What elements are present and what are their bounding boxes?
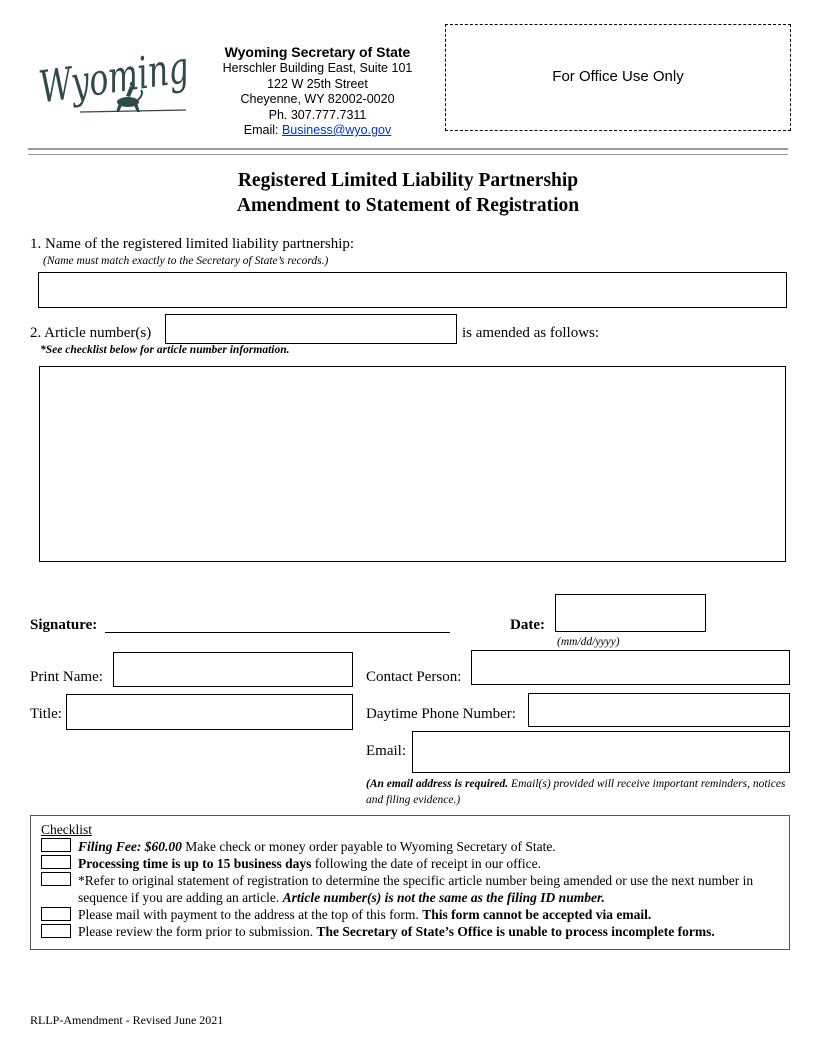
email-line [205,123,430,139]
checklist-item-article-number: *Refer to original statement of registration to determine the specific article number being amended or use the next number in sequence if you are adding an article. Article number(s) is not the same as the filing ID number. [78,873,754,905]
amendment-text-area[interactable] [39,366,786,562]
print-name-input[interactable] [113,652,353,687]
partnership-name-label: 1. Name of the registered limited liability partnership: [30,236,355,252]
signature-label: Signature: [30,617,98,633]
date-input[interactable] [555,594,706,632]
checklist-checkbox-filing-fee[interactable] [41,838,71,852]
address-line-1: Herschler Building East, Suite 101 [222,61,413,75]
contact-email-input[interactable] [412,731,790,773]
title-input[interactable] [66,694,353,730]
checklist-checkbox-mail[interactable] [41,907,71,921]
print-name-label: Print Name: [30,669,103,685]
agency-contact-block [205,44,430,139]
email-required-text: (An email address is required. [366,778,509,790]
email-label: Email: [243,123,282,137]
incomplete-forms-warning: The Secretary of State’s Office is unable to process incomplete forms. [316,924,715,939]
contact-email-label: Email: [366,743,406,759]
email-link[interactable]: Business@wyo.gov [281,123,392,137]
header-rule-bottom [28,154,788,155]
form-title-line1: Registered Limited Liability Partnership [237,170,579,191]
email-note-text: Email(s) provided will receive important reminders, notices and filing evidence.) [366,778,786,806]
checklist-item-review: Please review the form prior to submission. The Secretary of State’s Office is unable to process incomplete forms. [78,924,715,939]
logo [36,33,250,130]
email-requirement-note [366,777,786,808]
processing-time-text: Processing time is up to 15 business days [78,856,312,871]
title-label: Title: [30,706,62,722]
article-number-input[interactable] [165,314,457,344]
date-label: Date: [510,617,545,633]
wyoming-logo-icon [36,33,250,130]
article-number-note: *See checklist below for article number information. [40,344,290,356]
office-use-label: For Office Use Only [552,68,684,85]
address-line-3: Cheyenne, WY 82002-0020 [240,92,395,106]
address-line-2: 122 W 25th Street [267,76,368,91]
article-number-label: 2. Article number(s) [30,325,152,341]
filing-fee-text: Filing Fee: $60.00 [78,839,182,854]
phone: Ph. 307.777.7311 [268,107,367,122]
svg-text:Wyoming: Wyoming [36,33,250,114]
partnership-name-input[interactable] [38,272,787,308]
checklist-checkbox-processing-time[interactable] [41,855,71,869]
checklist-item-mail: Please mail with payment to the address at the top of this form. This form cannot be accepted via email. [78,907,652,922]
no-email-warning: This form cannot be accepted via email. [422,907,652,922]
article-number-warning: Article number(s) is not the same as the filing ID number. [282,890,605,905]
agency-name: Wyoming Secretary of State [224,44,411,60]
signature-line[interactable] [105,632,450,633]
checklist-heading: Checklist [41,822,92,837]
header-rule-top [28,148,788,150]
amended-as-follows-label: is amended as follows: [462,325,600,341]
contact-person-input[interactable] [471,650,790,685]
daytime-phone-input[interactable] [528,693,790,727]
contact-person-label: Contact Person: [366,669,462,685]
date-format-hint: (mm/dd/yyyy) [557,636,620,648]
footer-revision: RLLP-Amendment - Revised June 2021 [30,1013,224,1027]
checklist-checkbox-review[interactable] [41,924,71,938]
office-use-box [445,24,791,131]
partnership-name-note: (Name must match exactly to the Secretary of State’s records.) [43,255,329,267]
checklist-item-processing-time: Processing time is up to 15 business days following the date of receipt in our office. [78,856,541,871]
form-title-line2: Amendment to Statement of Registration [236,195,580,216]
daytime-phone-label: Daytime Phone Number: [366,706,516,722]
checklist-box [30,815,790,950]
checklist-checkbox-article-number[interactable] [41,872,71,886]
checklist-item-filing-fee: Filing Fee: $60.00 Make check or money order payable to Wyoming Secretary of State. [78,839,556,854]
